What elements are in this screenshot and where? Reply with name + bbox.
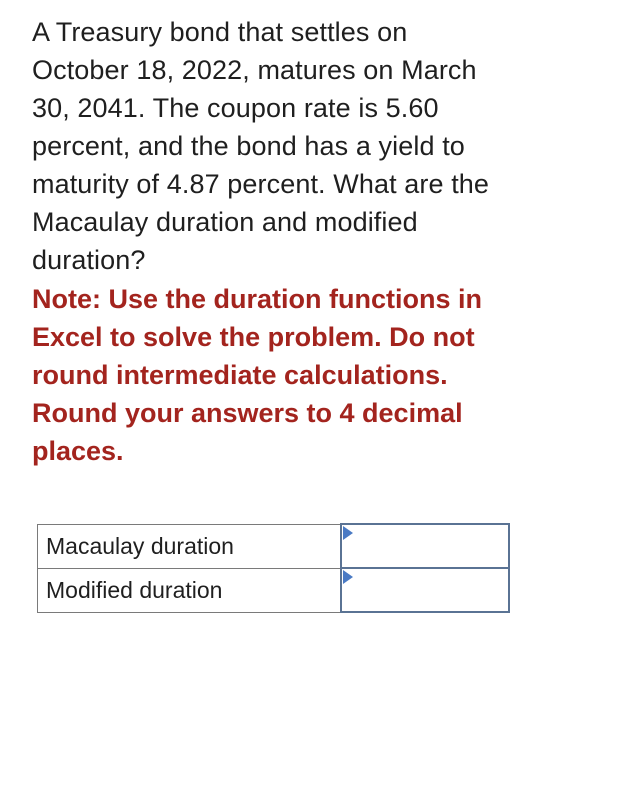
answer-flag-icon <box>343 526 353 540</box>
question-line: 30, 2041. The coupon rate is 5.60 <box>32 93 439 123</box>
modified-duration-cell <box>341 568 509 612</box>
question-line: maturity of 4.87 percent. What are the <box>32 169 490 199</box>
note-line: Note: Use the duration functions in <box>32 284 482 314</box>
note-line: round intermediate calculations. <box>32 360 448 390</box>
question-line: duration? <box>32 245 146 275</box>
modified-duration-label: Modified duration <box>38 568 341 612</box>
table-row <box>38 524 509 568</box>
answer-table <box>37 523 510 613</box>
question-line: A Treasury bond that settles on <box>32 17 408 47</box>
note-line: Excel to solve the problem. Do not <box>32 322 475 352</box>
macaulay-duration-label: Macaulay duration <box>38 524 341 568</box>
question-text <box>32 13 592 279</box>
table-row <box>38 568 509 612</box>
question-line: percent, and the bond has a yield to <box>32 131 465 161</box>
note-line: Round your answers to 4 decimal <box>32 398 463 428</box>
answer-flag-icon <box>343 570 353 584</box>
instruction-note <box>32 280 592 470</box>
note-line: places. <box>32 436 124 466</box>
macaulay-duration-input[interactable] <box>342 525 508 567</box>
modified-duration-input[interactable] <box>342 569 508 611</box>
macaulay-duration-cell <box>341 524 509 568</box>
question-line: Macaulay duration and modified <box>32 207 418 237</box>
question-line: October 18, 2022, matures on March <box>32 55 477 85</box>
